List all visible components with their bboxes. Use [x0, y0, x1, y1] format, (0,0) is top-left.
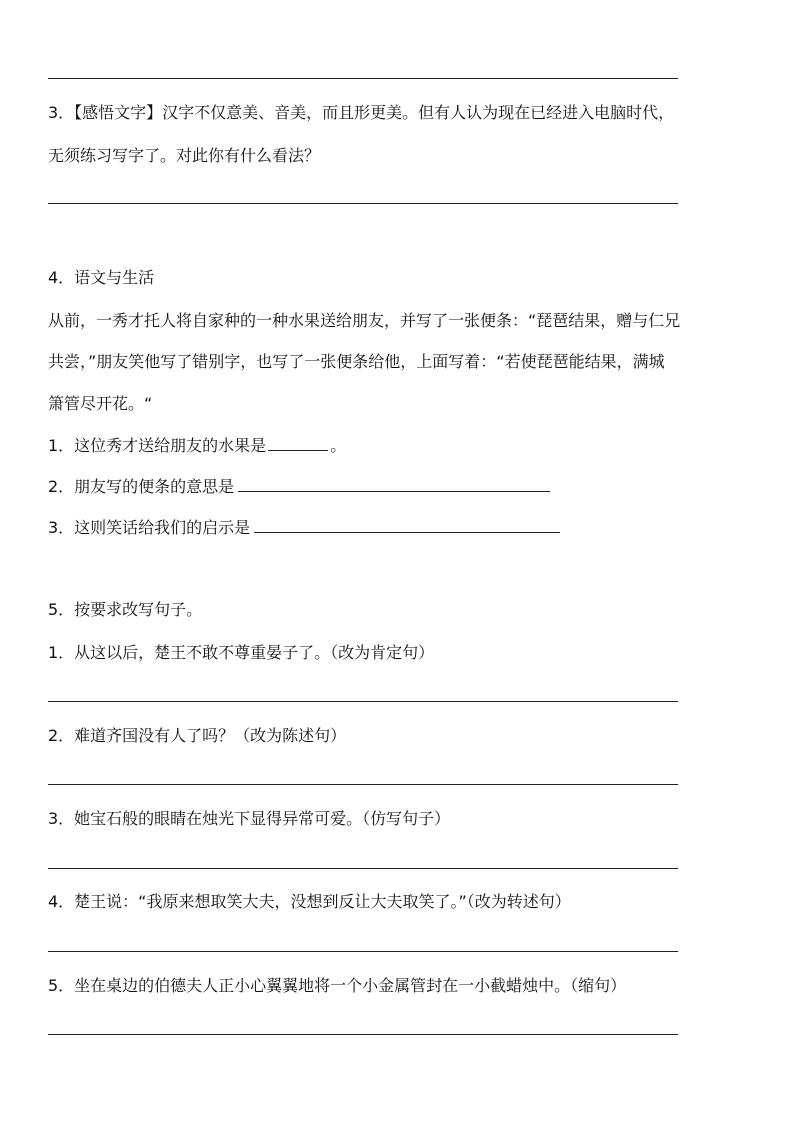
- q5-item-3: 3．她宝石般的眼睛在烛光下显得异常可爱。（仿写句子）: [48, 809, 451, 828]
- q4-story-line3: 箫管尽开花。“: [48, 394, 153, 413]
- q3-answer-line[interactable]: [48, 203, 678, 204]
- q4-story-line2: 共尝，”朋友笑他写了错别字，也写了一张便条给他，上面写着：“若使琵琶能结果，满城: [48, 352, 665, 371]
- q4-sub2-blank[interactable]: [238, 477, 550, 492]
- q4-story-line1: 从前，一秀才托人将自家种的一种水果送给朋友，并写了一张便条：“琵琶结果，赠与仁兄: [48, 311, 681, 330]
- q3-line2: 无须练习写字了。对此你有什么看法？: [48, 146, 321, 165]
- q4-sub1-blank[interactable]: [268, 436, 328, 451]
- q5-item-2: 2．难道齐国没有人了吗？（改为陈述句）: [48, 726, 347, 745]
- q4-sub1-text: 1．这位秀才送给朋友的水果是: [48, 436, 267, 455]
- q4-title: 4．语文与生活: [48, 268, 155, 287]
- q5-item-5: 5．坐在桌边的伯德夫人正小心翼翼地将一个小金属管封在一小截蜡烛中。（缩句）: [48, 976, 627, 995]
- q5-item-1: 1．从这以后，楚王不敢不尊重晏子了。（改为肯定句）: [48, 643, 435, 662]
- q5-item-5-answer-line[interactable]: [48, 1034, 678, 1035]
- answer-line-top[interactable]: [48, 78, 678, 79]
- q4-sub1-period: 。: [330, 436, 347, 455]
- q4-sub2-text: 2．朋友写的便条的意思是: [48, 477, 235, 496]
- q5-title: 5．按要求改写句子。: [48, 600, 203, 619]
- q5-item-3-answer-line[interactable]: [48, 868, 678, 869]
- q4-sub2: [48, 477, 550, 497]
- q4-sub3-blank[interactable]: [254, 518, 560, 533]
- q3-line1: 3．【感悟文字】汉字不仅意美、音美，而且形更美。但有人认为现在已经进入电脑时代，: [48, 103, 675, 122]
- q5-item-1-answer-line[interactable]: [48, 701, 678, 702]
- q4-sub1: [48, 436, 346, 456]
- q5-item-4: 4．楚王说：“我原来想取笑大夫，没想到反让大夫取笑了。”（改为转述句）: [48, 892, 571, 911]
- q4-sub3-text: 3．这则笑话给我们的启示是: [48, 518, 251, 537]
- q4-sub3: [48, 518, 560, 538]
- q5-item-2-answer-line[interactable]: [48, 784, 678, 785]
- q5-item-4-answer-line[interactable]: [48, 951, 678, 952]
